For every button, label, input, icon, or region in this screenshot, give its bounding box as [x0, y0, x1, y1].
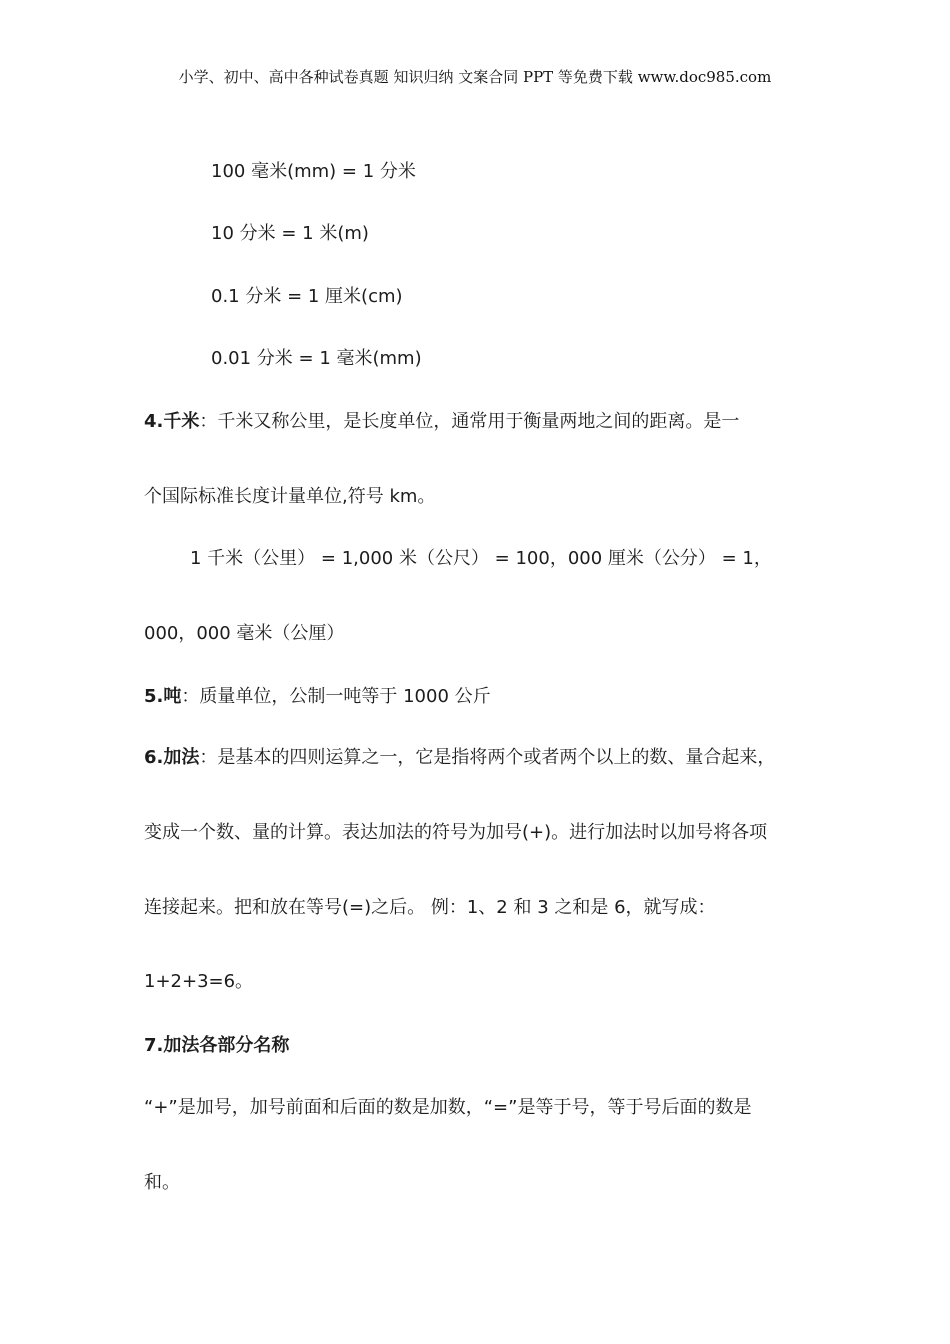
section-7-line-2: 和。	[144, 1172, 180, 1193]
conversion-line-3: 0.1 分米 = 1 厘米(cm)	[211, 286, 403, 307]
section-6-text: ：是基本的四则运算之一，它是指将两个或者两个以上的数、量合起来，	[199, 747, 776, 768]
conversion-line-1: 100 毫米(mm) = 1 分米	[211, 161, 416, 182]
section-4-line-3: 1 千米（公里） = 1,000 米（公尺） = 100，000 厘米（公分） = 1，	[190, 548, 772, 569]
section-7-title: 7.加法各部分名称	[144, 1035, 290, 1056]
section-4-line-2: 个国际标准长度计量单位,符号 km。	[144, 486, 436, 507]
section-6-line-2: 变成一个数、量的计算。表达加法的符号为加号(+)。进行加法时以加号将各项	[144, 822, 768, 843]
section-6-line-1	[144, 746, 775, 770]
section-6-title: 6.加法	[144, 747, 200, 768]
section-6-line-4: 1+2+3=6。	[144, 971, 254, 992]
conversion-line-2: 10 分米 = 1 米(m)	[211, 223, 369, 244]
section-5-text: ：质量单位，公制一吨等于 1000 公斤	[181, 686, 491, 707]
conversion-line-4: 0.01 分米 = 1 毫米(mm)	[211, 348, 422, 369]
section-4-line-4: 000，000 毫米（公厘）	[144, 623, 345, 644]
page-header: 小学、初中、高中各种试卷真题 知识归纳 文案合同 PPT 等免费下载 www.doc985.com	[178, 68, 772, 86]
section-4-title: 4.千米	[144, 411, 200, 432]
section-7-line-1: “+”是加号，加号前面和后面的数是加数，“=”是等于号，等于号后面的数是	[144, 1097, 752, 1118]
section-6-line-3: 连接起来。把和放在等号(=)之后。 例：1、2 和 3 之和是 6，就写成：	[144, 897, 716, 918]
section-4-text: ：千米又称公里，是长度单位，通常用于衡量两地之间的距离。是一	[199, 411, 740, 432]
section-4-line-1	[144, 410, 739, 434]
section-5-line-1	[144, 685, 491, 709]
section-5-title: 5.吨	[144, 686, 182, 707]
